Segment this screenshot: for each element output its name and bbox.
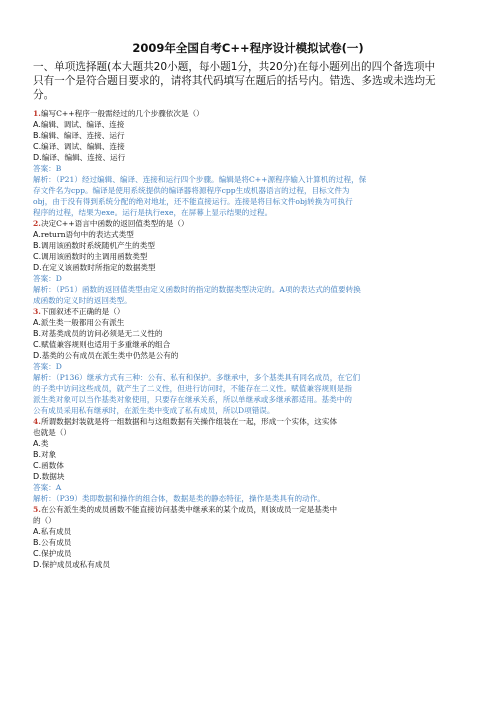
- intro-line: 分。: [33, 89, 55, 101]
- option-letter: A.: [33, 318, 41, 327]
- explanation-line: 公有成员采用私有继承时，在派生类中变成了私有成员，所以D项错误。: [33, 406, 275, 415]
- answer-line: 答案：D: [33, 362, 62, 371]
- option-a: [33, 119, 473, 130]
- intro-line: 只有一个是符合题目要求的，请将其代码填写在题后的括号内。错选、多选或未选均无: [33, 75, 436, 87]
- explanation-line: 解析：（P21）经过编辑、编译、连接和运行四个步骤。编辑是将C++源程序输入计算机的过程，保: [33, 175, 367, 184]
- option-text: return语句中的表达式类型: [40, 230, 134, 239]
- document-title: 2009年全国自考C++程序设计模拟试卷(一): [132, 41, 364, 55]
- question-stem-line: [33, 108, 473, 119]
- explanation-line: 程序的过程，结果为exe。运行是执行exe，在屏幕上显示结果的过程。: [33, 208, 273, 217]
- question-stem-text: 所谓数据封装就是将一组数据和与这组数据有关操作组装在一起，形成一个实体，这实体: [40, 417, 338, 426]
- intro-line: 一、单项选择题(本大题共20小题，每小题1分，共20分)在每小题列出的四个备选项中: [33, 61, 436, 73]
- option-a: [33, 438, 473, 449]
- explanation-line: obj，由于没有得到系统分配的绝对地址，还不能直接运行。连接是将目标文件obj转换为可执行: [33, 197, 353, 206]
- option-letter: D.: [33, 472, 42, 481]
- option-d: [33, 152, 473, 163]
- option-text: 在定义该函数时所指定的数据类型: [41, 263, 156, 272]
- option-text: 函数体: [41, 461, 64, 470]
- option-text: 调用该函数时系统随机产生的类型: [41, 241, 155, 250]
- question-stem-text: 决定C++语言中函数的返回值类型的是（）: [40, 219, 189, 228]
- option-letter: B.: [33, 241, 42, 250]
- option-letter: C.: [33, 549, 42, 558]
- option-text: 类: [40, 439, 49, 448]
- option-b: [33, 240, 473, 251]
- option-letter: B.: [33, 538, 42, 547]
- option-text: 私有成员: [40, 527, 72, 536]
- option-d: [33, 559, 473, 570]
- option-a: [33, 317, 473, 328]
- explanation-line: 的子类中访问这些成员，就产生了二义性，但进行访问时，不能存在二义性。赋值兼容规则是指: [33, 384, 352, 393]
- option-text: 编辑、调试、编译、连接: [40, 120, 125, 129]
- option-letter: D.: [33, 351, 42, 360]
- question-stem-text: 编写C++程序一般需经过的几个步骤依次是（）: [40, 109, 204, 118]
- question-number: 1.: [33, 109, 41, 118]
- option-letter: B.: [33, 329, 42, 338]
- explanation-line: 派生类对象可以当作基类对象使用，只要存在继承关系，所以单继承或多继承都适用。基类中的: [33, 395, 352, 404]
- option-letter: A.: [33, 230, 41, 239]
- explanation-line: 解析：（P51）函数的返回值类型由定义函数时的指定的数据类型决定的。A项的表达式的值要转换: [33, 285, 361, 294]
- option-b: [33, 328, 473, 339]
- option-text: 调用该函数时的主调用函数类型: [41, 252, 148, 261]
- option-b: [33, 130, 473, 141]
- explanation-line: 解析：（P136）继承方式有三种：公有、私有和保护。多继承中，多个基类具有同名成员，在它们: [33, 373, 361, 382]
- option-text: 派生类一般都用公有派生: [40, 318, 125, 327]
- explanation-line: 存文件名为cpp。编译是使用系统提供的编译器将源程序cpp生成机器语言的过程，目标文件为: [33, 186, 350, 195]
- option-c: [33, 460, 473, 471]
- option-d: [33, 262, 473, 273]
- question-block: [33, 108, 473, 218]
- option-letter: D.: [33, 153, 42, 162]
- question-stem-text: 下面叙述不正确的是（）: [40, 307, 125, 316]
- option-d: [33, 471, 473, 482]
- option-text: 编译、调试、编辑、连接: [41, 142, 125, 151]
- question-block: [33, 504, 473, 570]
- option-letter: A.: [33, 120, 41, 129]
- option-text: 编辑、编译、连接、运行: [41, 131, 125, 140]
- option-letter: C.: [33, 461, 42, 470]
- question-block: [33, 416, 473, 504]
- option-letter: C.: [33, 340, 42, 349]
- option-a: [33, 526, 473, 537]
- option-a: [33, 229, 473, 240]
- question-number: 2.: [33, 219, 41, 228]
- question-block: [33, 306, 473, 416]
- answer-line: 答案：B: [33, 164, 62, 173]
- option-letter: A.: [33, 527, 41, 536]
- section-intro: [33, 60, 465, 102]
- option-letter: B.: [33, 131, 42, 140]
- option-letter: B.: [33, 450, 42, 459]
- option-b: [33, 449, 473, 460]
- question-number: 4.: [33, 417, 41, 426]
- question-stem-line: [33, 504, 473, 515]
- answer-line: 答案：A: [33, 483, 62, 492]
- question-stem-text: 的（）: [33, 516, 56, 525]
- question-number: 3.: [33, 307, 41, 316]
- option-letter: D.: [33, 263, 42, 272]
- option-letter: A.: [33, 439, 41, 448]
- option-letter: C.: [33, 252, 42, 261]
- option-d: [33, 350, 473, 361]
- option-b: [33, 537, 473, 548]
- option-text: 赋值兼容规则也适用于多重继承的组合: [41, 340, 171, 349]
- option-text: 公有成员: [41, 538, 72, 547]
- option-letter: C.: [33, 142, 42, 151]
- question-stem-line: [33, 515, 473, 526]
- question-number: 5.: [33, 505, 41, 514]
- answer-line: 答案：D: [33, 274, 62, 283]
- question-stem-line: [33, 306, 473, 317]
- option-c: [33, 251, 473, 262]
- question-stem-line: [33, 416, 473, 427]
- question-stem-line: [33, 427, 473, 438]
- question-stem-line: [33, 218, 473, 229]
- option-c: [33, 339, 473, 350]
- question-stem-text: 在公有派生类的成员函数不能直接访问基类中继承来的某个成员，则该成员一定是基类中: [40, 505, 338, 514]
- explanation-line: 成函数的定义时的返回类型。: [33, 296, 132, 305]
- option-text: 基类的公有成员在派生类中仍然是公有的: [41, 351, 179, 360]
- option-letter: D.: [33, 560, 42, 569]
- option-c: [33, 141, 473, 152]
- option-text: 保护成员或私有成员: [41, 560, 111, 569]
- option-text: 编译、编辑、连接、运行: [41, 153, 126, 162]
- option-text: 保护成员: [41, 549, 72, 558]
- questions-list: [33, 108, 473, 570]
- explanation-line: 解析：（P39）类即数据和操作的组合体，数据是类的静态特征，操作是类具有的动作。: [33, 494, 325, 503]
- question-stem-text: 也就是（）: [33, 428, 71, 437]
- question-block: [33, 218, 473, 306]
- option-c: [33, 548, 473, 559]
- option-text: 对象: [41, 450, 57, 459]
- option-text: 数据块: [41, 472, 65, 481]
- option-text: 对基类成员的访问必须是无二义性的: [41, 329, 163, 338]
